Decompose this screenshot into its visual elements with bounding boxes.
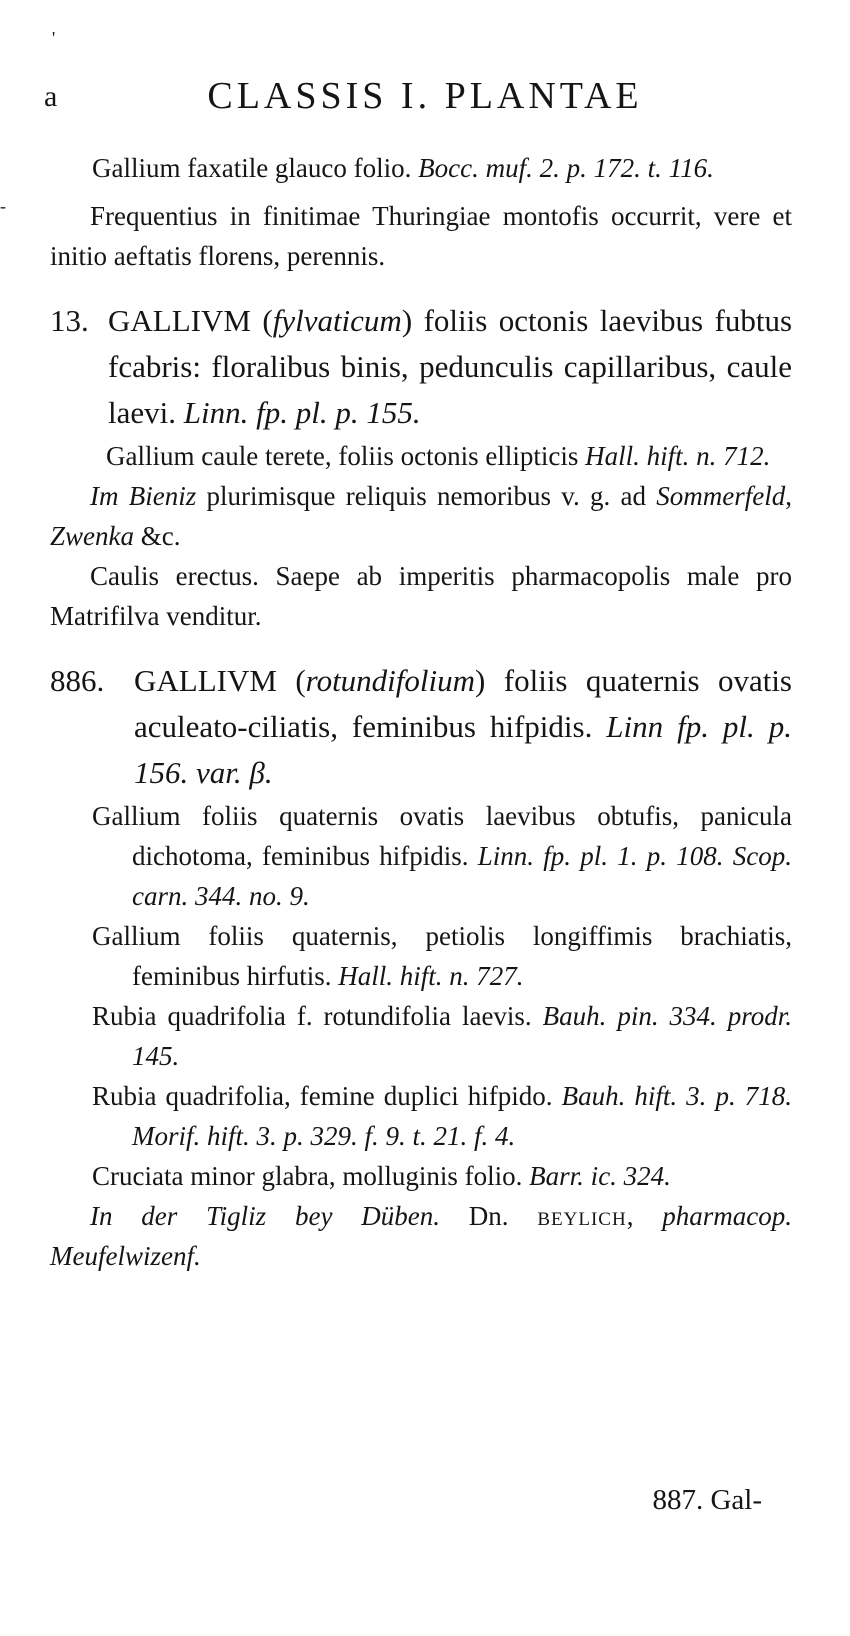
- synonym-text: Rubia quadrifolia f. rotundifolia laevis.: [92, 1001, 543, 1031]
- entry-diagnosis: ) foliis quaternis ovatis aculeato-ciliatis, feminibus hifpidis.: [134, 663, 792, 744]
- synonym-text: Gallium faxatile glauco folio.: [92, 153, 419, 183]
- entry-text: GALLIVM (: [108, 303, 273, 338]
- synonym-linn: [50, 796, 792, 916]
- synonym-hall-727: [50, 916, 792, 996]
- synonym-text: Rubia quadrifolia, femine duplici hifpido.: [92, 1081, 562, 1111]
- synonym-cruciata: [50, 1156, 792, 1196]
- locality-text: ,: [785, 481, 792, 511]
- habitat-text: Frequentius in finitimae Thuringiae montofis occurrit, vere et initio aeftatis florens, perennis.: [50, 201, 792, 271]
- ink-mark-top: ': [52, 28, 56, 48]
- note-text: Caulis erectus. Saepe ab imperitis pharmacopolis male pro Matrifilva venditur.: [50, 561, 792, 631]
- synonym-text: Gallium foliis quaternis ovatis laevibus obtufis, panicula dichotoma, feminibus hifpidis.: [92, 801, 792, 871]
- locality-name: In der Tigliz bey Düben.: [90, 1201, 440, 1231]
- locality-name: pharmacop. Meufelwizenf.: [50, 1201, 792, 1271]
- collector-name: beylich: [537, 1201, 627, 1231]
- synonym-text: Gallium foliis quaternis, petiolis longiffimis brachiatis, feminibus hirfutis.: [92, 921, 792, 991]
- synonym-text: Gallium caule terete, foliis octonis ellipticis: [106, 441, 586, 471]
- entry-citation: Linn fp. pl. p. 156. var. β.: [134, 709, 792, 790]
- synonym-rubia-laevis: [50, 996, 792, 1076]
- synonym-citation: Bocc. muf. 2. p. 172. t. 116.: [418, 153, 714, 183]
- page-body: [50, 148, 792, 1276]
- catchword: 887. Gal-: [652, 1484, 762, 1516]
- ink-mark-dash: -: [0, 196, 6, 216]
- synonym-citation: Barr. ic. 324.: [529, 1161, 671, 1191]
- locality-paragraph-886: [50, 1196, 792, 1276]
- synonym-hall: [50, 436, 792, 476]
- entry-text: GALLIVM (: [134, 663, 306, 698]
- locality-name: Im Bieniz: [90, 481, 197, 511]
- note-paragraph: [50, 556, 792, 636]
- locality-name: Zwenka: [50, 521, 134, 551]
- synonym-citation: Bauh. hift. 3. p. 718. Morif. hift. 3. p. 329. f. 9. t. 21. f. 4.: [132, 1081, 792, 1151]
- species-entry-886: [50, 658, 792, 796]
- running-head: CLASSIS I. PLANTAE: [207, 75, 643, 117]
- synonym-citation: Bauh. pin. 334. prodr. 145.: [132, 1001, 793, 1071]
- entry-number: 13.: [50, 303, 89, 338]
- entry-diagnosis: ) foliis octonis laevibus fubtus fcabris: floralibus binis, pedunculis capillaribus, caule laevi.: [108, 303, 793, 430]
- locality-paragraph: [50, 476, 792, 556]
- entry-citation: Linn. fp. pl. p. 155.: [183, 395, 421, 430]
- species-entry-13: [50, 298, 792, 436]
- species-epithet: rotundifolium: [305, 663, 476, 698]
- synonym-gallium-saxatile: [50, 148, 792, 188]
- locality-text: plurimisque reliquis nemoribus v. g. ad: [196, 481, 657, 511]
- locality-name: Sommerfeld: [656, 481, 786, 511]
- locality-text: ,: [626, 1201, 663, 1231]
- synonym-citation: Hall. hift. n. 712.: [585, 441, 771, 471]
- species-epithet: fylvaticum: [272, 303, 402, 338]
- synonym-rubia-hispido: [50, 1076, 792, 1156]
- locality-text: Dn.: [439, 1201, 538, 1231]
- locality-text: &c.: [134, 521, 181, 551]
- habitat-paragraph: [50, 196, 792, 276]
- entry-number: 886.: [50, 663, 105, 698]
- ink-mark-left: a: [44, 80, 58, 113]
- synonym-citation: Linn. fp. pl. 1. p. 108. Scop. carn. 344. no. 9.: [132, 841, 792, 911]
- synonym-citation: Hall. hift. n. 727.: [338, 961, 524, 991]
- synonym-text: Cruciata minor glabra, molluginis folio.: [92, 1161, 530, 1191]
